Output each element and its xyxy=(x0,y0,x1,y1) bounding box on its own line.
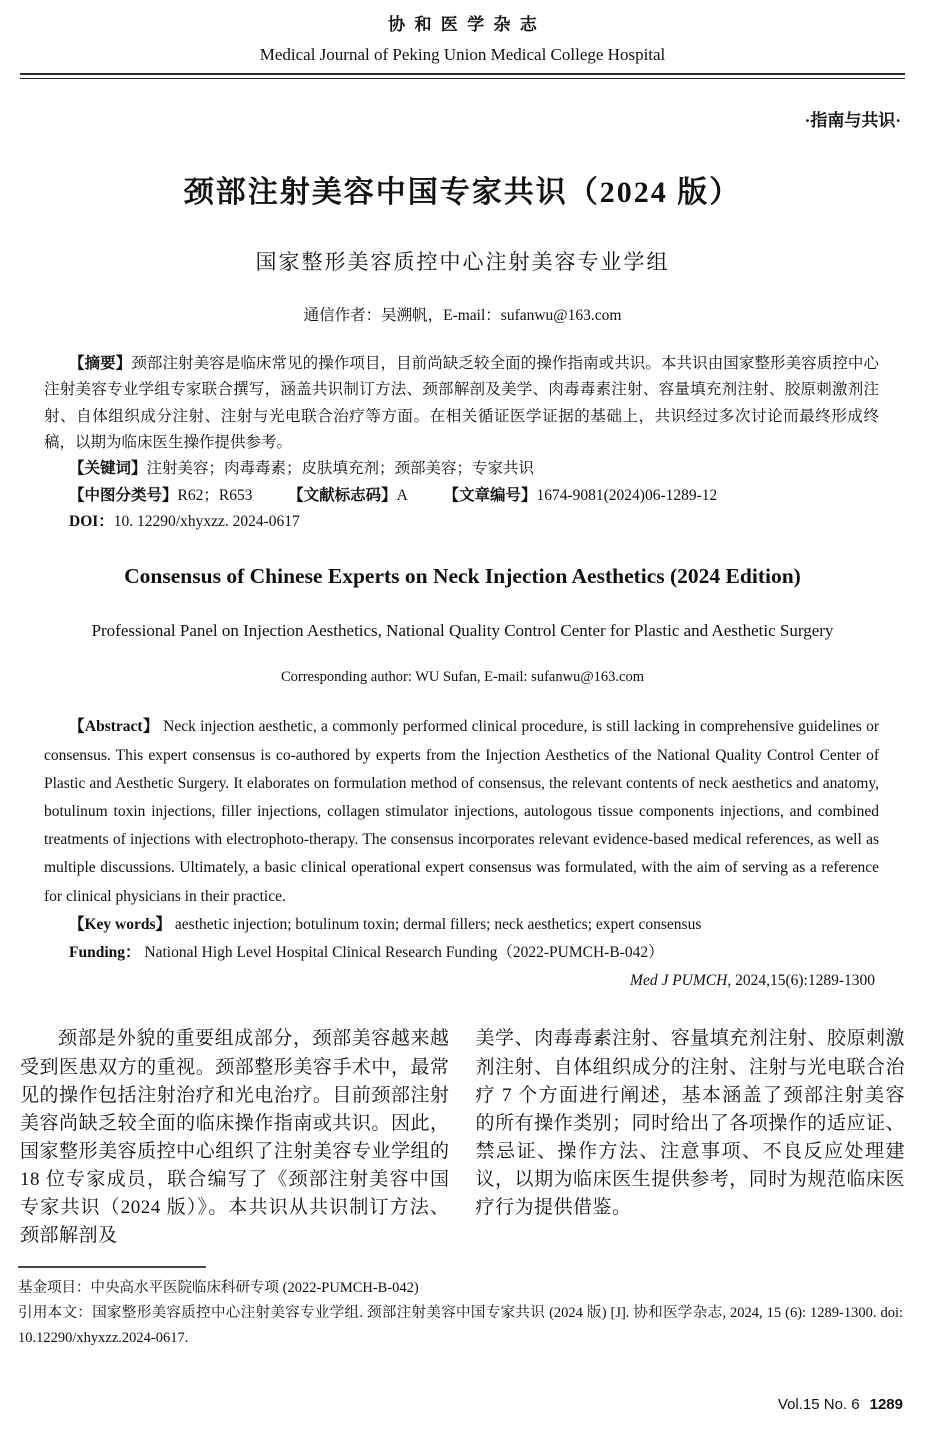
body-paragraph-left: 颈部是外貌的重要组成部分，颈部美容越来越受到医患双方的重视。颈部整形美容手术中，最常见的操作包括注射治疗和光电治疗。目前颈部注射美容尚缺乏较全面的临床操作指南或共识。因此，国家整形美容质控中心组织了注射美容专业学组的 18 位专家成员，联合编写了《颈部注射美容中国专家共识（2024 版）》。本共识从共识制订方法、颈部解剖及 xyxy=(20,1028,450,1247)
citation-details: , 2024,15(6):1289-1300 xyxy=(727,972,875,990)
footnote-divider xyxy=(18,1266,206,1268)
funding-line-en xyxy=(44,939,879,967)
body-column-left xyxy=(20,1025,450,1250)
corresponding-author-cn: 通信作者：吴溯帆，E-mail：sufanwu@163.com xyxy=(303,307,622,324)
keywords-text-cn: 注射美容；肉毒毒素；皮肤填充剂；颈部美容；专家共识 xyxy=(146,460,535,478)
doi-value: 10. 12290/xhyxzz. 2024-0617 xyxy=(113,513,300,531)
document-code xyxy=(288,487,408,504)
doi-line xyxy=(44,509,879,535)
keywords-text-en: aesthetic injection; botulinum toxin; dermal fillers; neck aesthetics; expert consensus xyxy=(174,915,702,933)
footnotes xyxy=(18,1276,903,1351)
volume-issue: Vol.15 No. 6 xyxy=(777,1396,860,1413)
keywords-line-en xyxy=(44,911,879,939)
clc-value: R62；R653 xyxy=(177,486,253,504)
footnote-funding xyxy=(18,1276,903,1301)
abstract-text-en: Neck injection aesthetic, a commonly performed clinical procedure, is still lacking in comprehensive guidelines or consensus. This expert consensus is co-authored by experts from the Injection Aesthetics of the National Quality Control Center of Plastic and Aesthetic Surgery. It elaborates on formulation method of consensus, the relevant contents of neck aesthetics and anatomy, botulinum toxin injections, filler injections, collagen stimulator injections, autologous tissue components injections, and combined treatments of injections with electrophoto-therapy. The consensus incorporates relevant evidence-based medical references, as well as multiple discussions. Ultimately, a basic clinical operational expert consensus was formulated, with the aim of serving as a reference for clinical physicians in their practice. xyxy=(44,718,879,905)
article-id-value: 1674-9081(2024)06-1289-12 xyxy=(536,486,718,504)
page-number: 1289 xyxy=(869,1396,903,1413)
body-column-right xyxy=(476,1025,906,1250)
masthead-divider xyxy=(20,73,905,79)
journal-title-en: Medical Journal of Peking Union Medical College Hospital xyxy=(259,45,666,64)
section-tag: ·指南与共识· xyxy=(804,111,901,130)
article-title-cn: 颈部注射美容中国专家共识（2024 版） xyxy=(183,176,742,209)
corresponding-author-en: Corresponding author: WU Sufan, E-mail: sufanwu@163.com xyxy=(280,669,645,686)
clc-number xyxy=(69,487,252,504)
abstract-block-cn xyxy=(44,351,879,535)
keywords-label-en: 【Key words】 xyxy=(69,915,172,933)
clc-label: 【中图分类号】 xyxy=(69,486,178,504)
funding-label-en: Funding： xyxy=(69,944,141,962)
article-id xyxy=(443,487,717,504)
journal-title-cn: 协和医学杂志 xyxy=(388,15,547,34)
document-code-label: 【文献标志码】 xyxy=(288,486,397,504)
page-footer xyxy=(778,1395,903,1415)
footnote-funding-label: 基金项目： xyxy=(18,1280,91,1297)
abstract-paragraph-en xyxy=(44,713,879,910)
classification-line xyxy=(44,483,879,509)
article-id-label: 【文章编号】 xyxy=(443,486,537,504)
footnote-citation-label: 引用本文： xyxy=(18,1305,93,1322)
footnote-citation-text: 国家整形美容质控中心注射美容专业学组. 颈部注射美容中国专家共识 (2024 版) [J]. 协和医学杂志, 2024, 15 (6): 1289-1300. doi: 10.12290/xhyxzz.2024-0617. xyxy=(18,1305,903,1347)
footnote-funding-text: 中央高水平医院临床科研专项 (2022-PUMCH-B-042) xyxy=(90,1280,419,1297)
citation-line xyxy=(44,967,875,995)
keywords-label-cn: 【关键词】 xyxy=(69,460,147,478)
footnote-citation xyxy=(18,1301,903,1351)
abstract-block-en xyxy=(44,713,879,995)
body-text-columns xyxy=(20,1025,905,1250)
abstract-text-cn: 颈部注射美容是临床常见的操作项目，目前尚缺乏较全面的操作指南或共识。本共识由国家整形美容质控中心注射美容专业学组专家联合撰写，涵盖共识制订方法、颈部解剖及美学、肉毒毒素注射、容量填充剂注射、胶原刺激剂注射、自体组织成分注射、注射与光电联合治疗等方面。在相关循证医学证据的基础上，共识经过多次讨论而最终形成终稿，以期为临床医生操作提供参考。 xyxy=(44,355,879,452)
author-group-en: Professional Panel on Injection Aesthetics, National Quality Control Center for Plastic and Aesthetic Surgery xyxy=(91,621,834,641)
body-paragraph-right: 美学、肉毒毒素注射、容量填充剂注射、胶原刺激剂注射、自体组织成分的注射、注射与光电联合治疗 7 个方面进行阐述，基本涵盖了颈部注射美容的所有操作类别；同时给出了各项操作的适应证、禁忌证、操作方法、注意事项、不良反应处理建议，以期为临床医生提供参考，同时为规范临床医疗行为提供借鉴。 xyxy=(475,1028,905,1219)
journal-masthead xyxy=(0,14,925,79)
citation-journal-name: Med J PUMCH xyxy=(630,972,728,990)
article-title-en: Consensus of Chinese Experts on Neck Injection Aesthetics (2024 Edition) xyxy=(124,564,801,589)
keywords-line-cn xyxy=(44,456,879,482)
author-group-cn: 国家整形美容质控中心注射美容专业学组 xyxy=(255,250,670,274)
document-code-value: A xyxy=(396,486,408,504)
funding-text-en: National High Level Hospital Clinical Research Funding（2022-PUMCH-B-042） xyxy=(144,944,664,962)
abstract-label-cn: 【摘要】 xyxy=(69,355,132,372)
abstract-paragraph-cn xyxy=(44,351,879,456)
doi-label: DOI： xyxy=(69,513,114,531)
abstract-label-en: 【Abstract】 xyxy=(69,718,159,736)
